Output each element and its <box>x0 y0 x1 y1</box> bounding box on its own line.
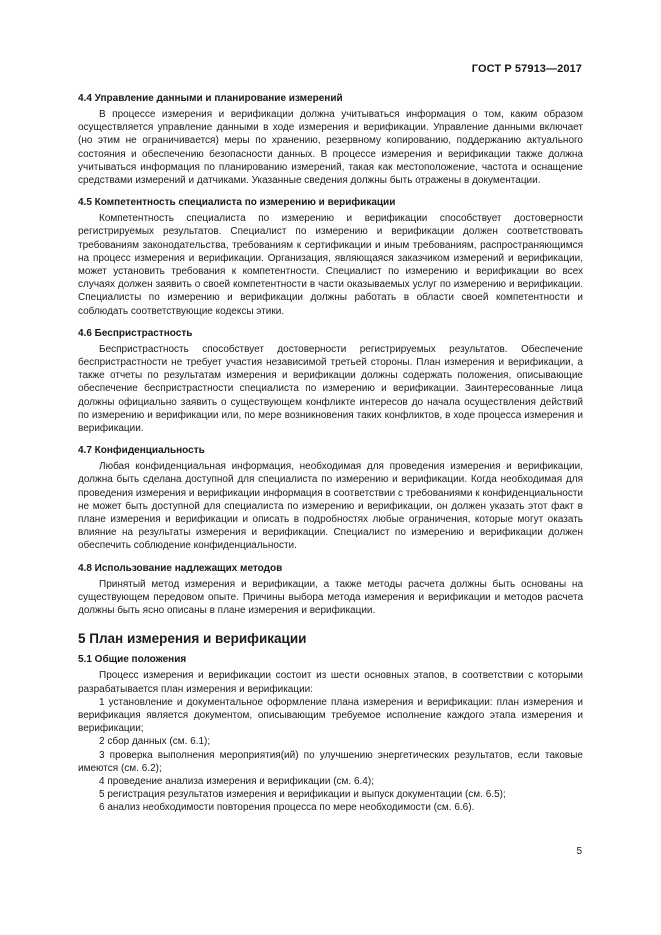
section-title: 4.7 Конфиденциальность <box>78 445 205 457</box>
section-4-6 <box>78 327 583 435</box>
section-title: 4.6 Беспристрастность <box>78 327 193 339</box>
section-paragraph: Любая конфиденциальная информация, необходимая для проведения измерения и верификации, должна быть сделана доступной для специалиста по измерению и верификации. Когда необходимая для проведения измерения и верификации информация в соответствии с требованиями к конфиденциальности не может быть доступной для специалиста по измерению и верификации, он должен указать этот факт в плане измерения и верификации и описать в подробностях любые ограничения, которые могут оказать влияние на результаты измерения и верификации. Специалист по измерению и верификации должен обеспечить соблюдение конфиденциальности. <box>78 461 583 552</box>
document-id-header: ГОСТ Р 57913—2017 <box>471 63 582 75</box>
subsection-title: 5.1 Общие положения <box>78 654 187 666</box>
list-item: 2 сбор данных (см. 6.1); <box>99 736 211 748</box>
chapter-intro: Процесс измерения и верификации состоит из шести основных этапов, в соответствии с которыми разрабатывается план измерения и верификации: <box>78 670 583 695</box>
section-paragraph: Компетентность специалиста по измерению и верификации способствует достоверности регистрируемых результатов. Специалист по измерению и верификации должен соответствовать требованиям законодательства, требованиям к сертификации и иным требованиям, распространяющимся на процесс измерения и верификации. Организация, являющаяся заказчиком измерений и верификации, может установить требования к компетентности. Специалист по измерению и верификации во всех случаях должен заявить о своей компетентности в части оказываемых услуг по измерению и верификации. Специалисты по измерению и верификации должны работать в области своей компетентности и соблюдать соответствующие кодексы этики. <box>78 213 583 317</box>
section-4-4 <box>78 92 583 187</box>
section-paragraph: Принятый метод измерения и верификации, а также методы расчета должны быть основаны на существующем передовом опыте. Причины выбора метода измерения и верификации и методов расчета должны быть ясно описаны в плане измерения и верификации. <box>78 578 583 617</box>
section-4-7 <box>78 444 583 552</box>
page-number: 5 <box>576 846 582 857</box>
section-4-5 <box>78 196 583 318</box>
list-item: 6 анализ необходимости повторения процесса по мере необходимости (см. 6.6). <box>99 802 475 814</box>
list-item: 1 установление и документальное оформление плана измерения и верификации: план измерения и верификация является документом, описывающим требуемое исполнение каждого этапа измерения и верификации; <box>78 696 583 735</box>
page-content <box>78 92 583 815</box>
list-item: 5 регистрация результатов измерения и верификации и выпуск документации (см. 6.5); <box>99 789 506 801</box>
section-4-8 <box>78 562 583 618</box>
section-paragraph: Беспристрастность способствует достоверности регистрируемых результатов. Обеспечение беспристрастности не требует участия независимой третьей стороны. План измерения и верификации, а также отчеты по результатам измерения и верификации должны содержать положения, описывающие обеспечение беспристрастности специалиста по измерению и верификации. Заинтересованные лица должны официально заявить о существующем конфликте интересов до начала осуществления действий по измерению и верификации или, по мере возникновения таких конфликтов, в ходе процесса измерения и верификации. <box>78 343 583 435</box>
list-item: 4 проведение анализа измерения и верификации (см. 6.4); <box>99 775 374 787</box>
section-paragraph: В процессе измерения и верификации должна учитываться информация о том, каким образом осуществляется управление данными в ходе измерения и верификации. Управление данными включает (но этим не ограничивается) меры по хранению, резервному копированию, поддержанию актуального состояния и обеспечению безопасности данных. В процессе измерения и верификации также должна учитываться информация по планированию измерений, такая как местоположение, частота и оснащение средствами измерений и датчиками. Указанные сведения должны быть отражены в документации. <box>78 109 583 187</box>
list-item: 3 проверка выполнения мероприятия(ий) по улучшению энергетических результатов, если таковые имеются (см. 6.2); <box>78 749 583 774</box>
section-title: 4.8 Использование надлежащих методов <box>78 562 283 574</box>
section-title: 4.5 Компетентность специалиста по измерению и верификации <box>78 197 396 209</box>
section-title: 4.4 Управление данными и планирование измерений <box>78 93 343 104</box>
chapter-title: 5 План измерения и верификации <box>78 631 307 647</box>
